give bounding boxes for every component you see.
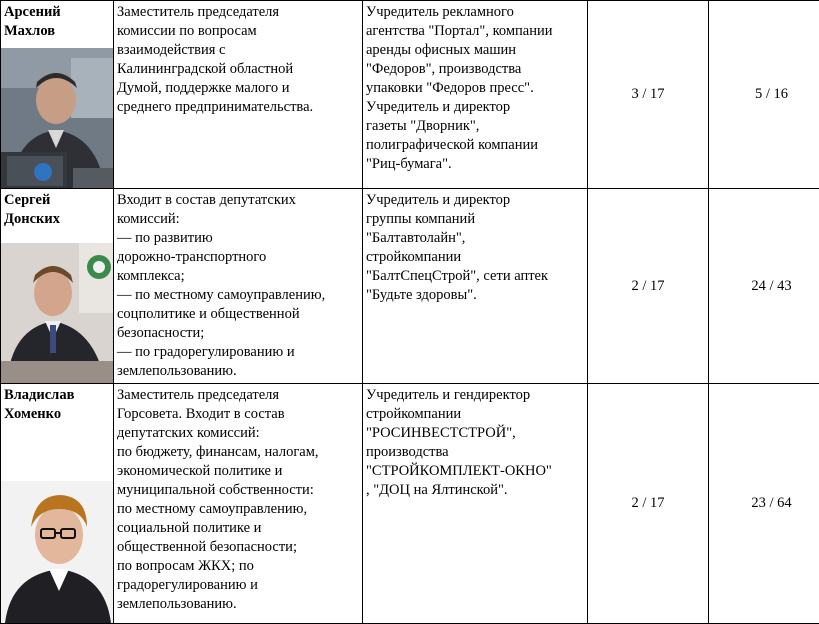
person-name: Арсений Махлов <box>4 4 61 39</box>
stat-a-cell: 3 / 17 <box>588 1 709 189</box>
table-row <box>1 1 819 189</box>
table-row <box>1 189 819 384</box>
portrait-photo-icon <box>1 481 113 623</box>
person-name: Владислав Хоменко <box>4 387 75 422</box>
stat-b-cell: 5 / 16 <box>709 1 819 189</box>
position-cell: Заместитель председателя комиссии по вопросам взаимодействия с Калининградской областной Думой, поддержке малого и среднего предпринимательства. <box>114 1 363 189</box>
stat-b-cell: 23 / 64 <box>709 384 819 624</box>
stat-a-cell: 2 / 17 <box>588 189 709 384</box>
name-cell <box>1 189 114 384</box>
portrait-photo-icon <box>1 48 113 188</box>
stat-b-cell: 24 / 43 <box>709 189 819 384</box>
business-cell: Учредитель рекламного агентства "Портал", компании аренды офисных машин "Федоров", производства упаковки "Федоров пресс". Учредитель и директор газеты "Дворник", полиграфической компании "Риц-бумага". <box>363 1 588 189</box>
person-name: Сергей Донских <box>4 192 60 227</box>
position-cell: Заместитель председателя Горсовета. Входит в состав депутатских комиссий: по бюджету, финансам, налогам, экономической политике и муниципальной собственности: по местному самоуправлению, социальной политике и общественной безопасности; по вопросам ЖКХ; по градорегулированию и землепользованию. <box>114 384 363 624</box>
name-cell <box>1 384 114 624</box>
business-cell: Учредитель и гендиректор стройкомпании "РОСИНВЕСТСТРОЙ", производства "СТРОЙКОМПЛЕКТ-ОКНО" , "ДОЦ на Ялтинской". <box>363 384 588 624</box>
business-cell: Учредитель и директор группы компаний "Балтавтолайн", стройкомпании "БалтСпецСтрой", сети аптек "Будьте здоровы". <box>363 189 588 384</box>
name-cell <box>1 1 114 189</box>
table-row <box>1 384 819 624</box>
portrait-photo-icon <box>1 243 113 383</box>
stat-a-cell: 2 / 17 <box>588 384 709 624</box>
position-cell: Входит в состав депутатских комиссий: — по развитию дорожно-транспортного комплекса; — по местному самоуправлению, соцполитике и общественной безопасности; — по градорегулированию и землепользованию. <box>114 189 363 384</box>
